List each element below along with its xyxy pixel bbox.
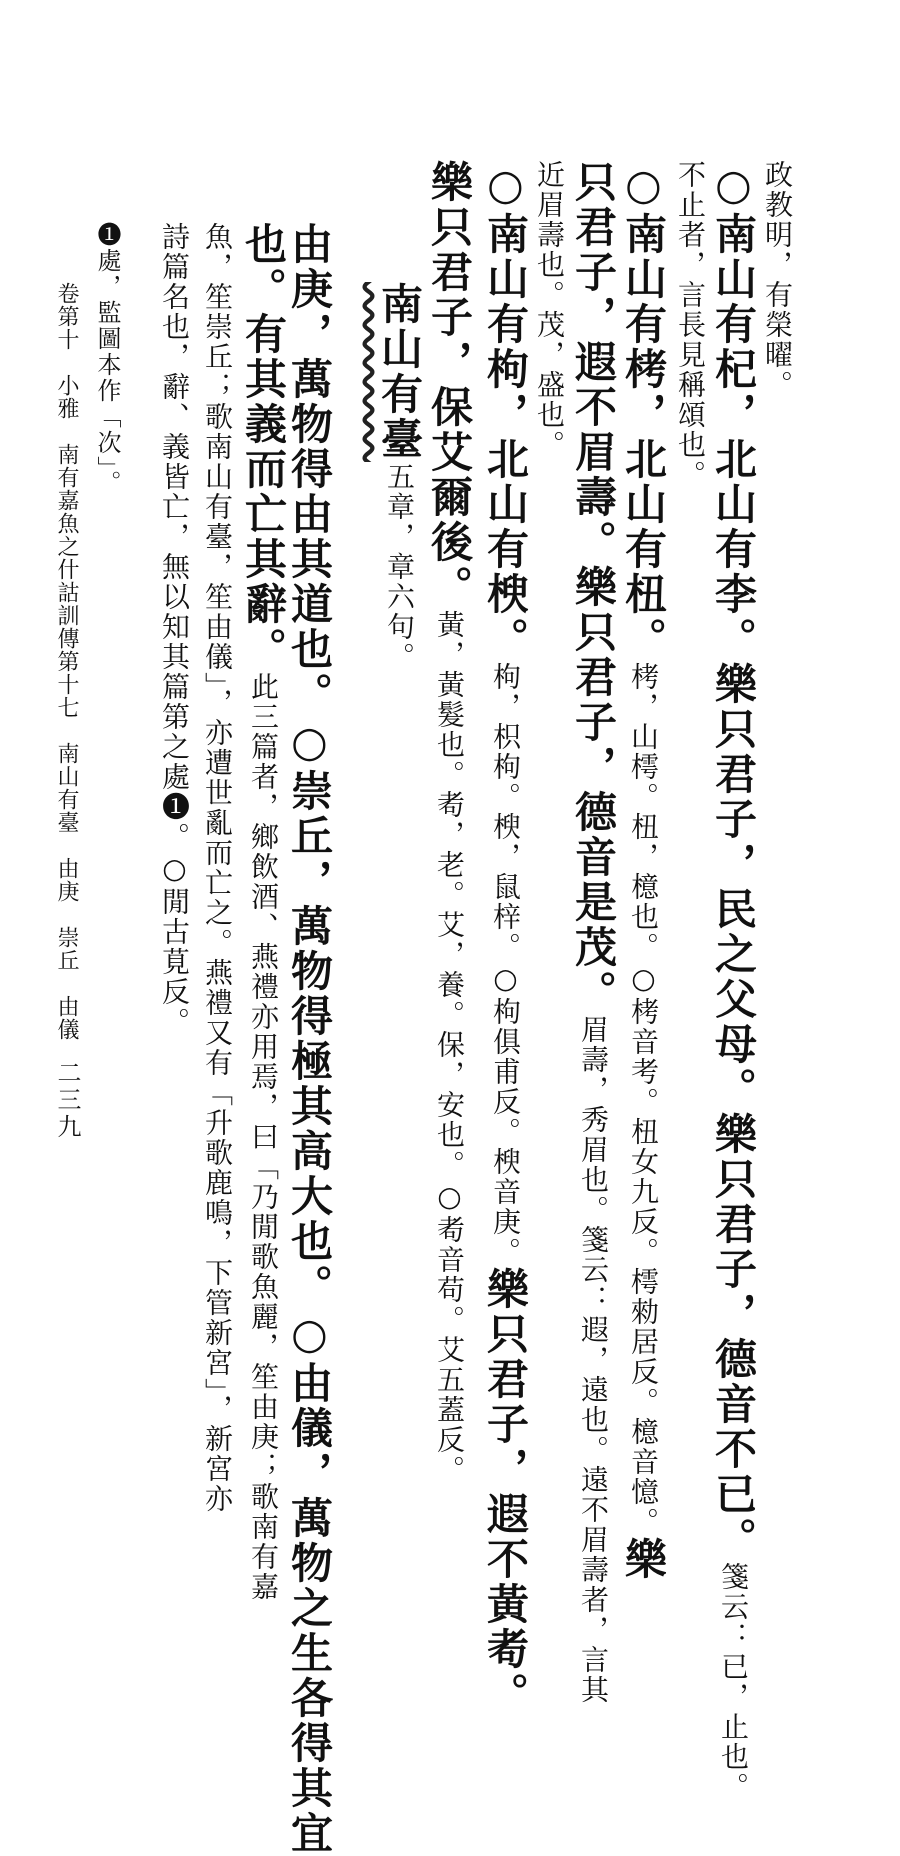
text-column-10: 由庚，萬物得由其道也。○崇丘，萬物得極其高大也。○由儀，萬物之生各得其宜 <box>285 222 334 1856</box>
text-column-5: 只君子，遐不眉壽。樂只君子，德音是茂。眉壽，秀眉也。箋云：遐，遠也。遠不眉壽者，言其 <box>569 160 618 1705</box>
text-column-11: 也。有其義而亡其辭。此三篇者，鄉飲酒、燕禮亦用焉，曰「乃閒歌魚麗，笙由庚；歌南有嘉 <box>239 222 288 1602</box>
footnote: ❶處，監圖本作「次」。 <box>93 222 121 496</box>
text-column-6: 近眉壽也。茂，盛也。 <box>533 160 566 460</box>
text-column-13: 詩篇名也，辭、義皆亡，無以知其篇第之處❶。○閒古莧反。 <box>158 222 191 1037</box>
text-column-3: 不止者，言長見稱頌也。 <box>674 160 707 490</box>
text-column-8: 樂只君子，保艾爾後。黃，黃髮也。耇，老。艾，養。保，安也。○耇音苟。艾五蓋反。 <box>425 160 474 1485</box>
text-column-12: 魚，笙崇丘；歌南山有臺，笙由儀」，亦遭世亂而亡之。燕禮又有「升歌鹿鳴，下管新宮」，新宮亦 <box>201 222 234 1514</box>
page-number: 二三九 <box>53 1060 81 1141</box>
text-column-4: ○南山有栲，北山有杻。栲，山樗。杻，檍也。○栲音考。杻女九反。樗勑居反。檍音憶。樂 <box>619 160 668 1582</box>
section-title: 南山有臺五章，章六句。 <box>375 282 424 672</box>
text-column-1: 政教明，有榮曜。 <box>761 160 794 400</box>
text-column-2: ○南山有杞，北山有李。樂只君子，民之父母。樂只君子，德音不已。箋云：已，止也。 <box>709 160 758 1802</box>
running-header: 卷第十 小雅 南有嘉魚之什詁訓傳第十七 南山有臺 由庚 崇丘 由儀 <box>54 282 79 1041</box>
text-column-7: ○南山有枸，北山有楰。枸，枳枸。楰，鼠梓。○枸俱甫反。楰音庚。樂只君子，遐不黃耇。 <box>481 160 530 1717</box>
